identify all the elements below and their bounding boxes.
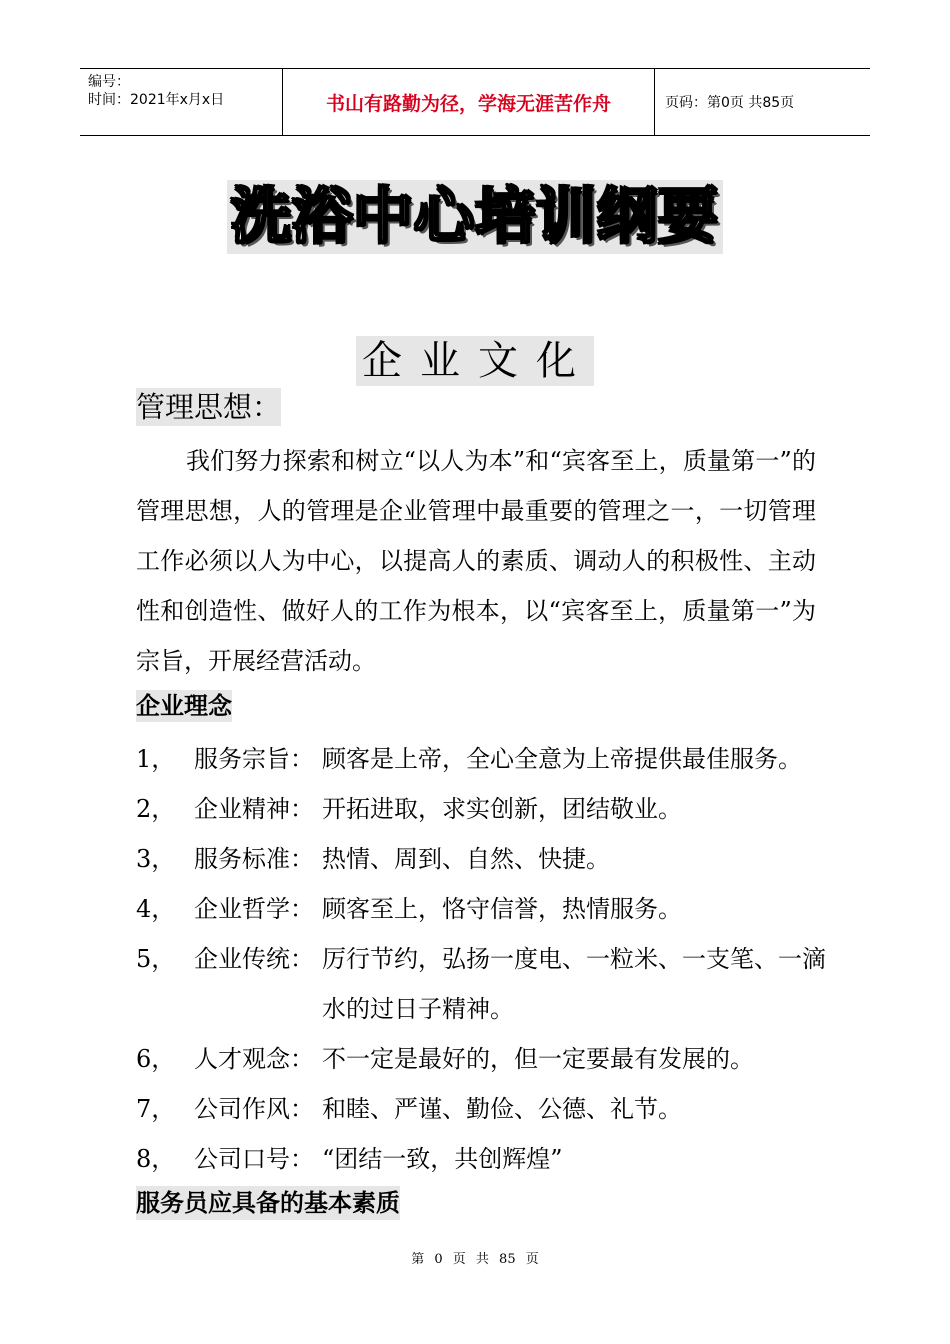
staff-qualities-heading: 服务员应具备的基本素质 bbox=[136, 1186, 400, 1220]
page-footer: 第 0 页 共 85 页 bbox=[411, 1252, 539, 1267]
item-number: 7， bbox=[136, 1095, 176, 1123]
item-number: 3， bbox=[136, 845, 176, 873]
philosophy-list bbox=[136, 734, 836, 1184]
section-title: 企业文化 bbox=[356, 336, 594, 386]
item-key: 服务标准： bbox=[194, 845, 314, 873]
list-item bbox=[136, 884, 836, 934]
management-heading: 管理思想： bbox=[136, 390, 282, 424]
item-value: “团结一致，共创辉煌” bbox=[322, 1145, 563, 1173]
item-value: 热情、周到、自然、快捷。 bbox=[322, 845, 610, 873]
item-key: 企业传统： bbox=[194, 945, 314, 973]
header-page-info: 页码：第0页 共85页 bbox=[665, 95, 795, 111]
item-value: 开拓进取，求实创新，团结敬业。 bbox=[322, 795, 682, 823]
item-value: 和睦、严谨、勤俭、公德、礼节。 bbox=[322, 1095, 682, 1123]
list-item bbox=[136, 1134, 836, 1184]
item-number: 1， bbox=[136, 745, 176, 773]
item-value: 不一定是最好的，但一定要最有发展的。 bbox=[322, 1045, 754, 1073]
item-value: 顾客是上帝，全心全意为上帝提供最佳服务。 bbox=[322, 745, 802, 773]
list-item bbox=[136, 1034, 836, 1084]
item-number: 6， bbox=[136, 1045, 176, 1073]
page-header bbox=[80, 68, 870, 136]
philosophy-heading: 企业理念 bbox=[136, 692, 232, 720]
list-item bbox=[136, 934, 836, 1034]
list-item bbox=[136, 784, 836, 834]
item-number: 4， bbox=[136, 895, 176, 923]
management-paragraph: 我们努力探索和树立“以人为本”和“宾客至上，质量第一”的管理思想，人的管理是企业管理中最重要的管理之一，一切管理工作必须以人为中心，以提高人的素质、调动人的积极性、主动性和创造性、做好人的工作为根本，以“宾客至上，质量第一”为宗旨，开展经营活动。 bbox=[136, 447, 816, 675]
item-value: 厉行节约，弘扬一度电、一粒米、一支笔、一滴水的过日子精神。 bbox=[322, 945, 826, 1023]
section-title-wrap bbox=[0, 336, 950, 386]
item-value: 顾客至上，恪守信誉，热情服务。 bbox=[322, 895, 682, 923]
document-title: 洗浴中心培训纲要 bbox=[227, 180, 723, 254]
item-number: 2， bbox=[136, 795, 176, 823]
header-motto-cell bbox=[282, 69, 655, 135]
list-item bbox=[136, 834, 836, 884]
document-title-wrap bbox=[0, 180, 950, 254]
item-key: 人才观念： bbox=[194, 1045, 314, 1073]
header-meta bbox=[80, 69, 282, 135]
item-key: 服务宗旨： bbox=[194, 745, 314, 773]
item-key: 公司口号： bbox=[194, 1145, 314, 1173]
item-key: 企业精神： bbox=[194, 795, 314, 823]
time-label: 时间：2021年x月x日 bbox=[88, 92, 225, 108]
item-number: 5， bbox=[136, 945, 176, 973]
list-item bbox=[136, 734, 836, 784]
header-motto: 书山有路勤为径，学海无涯苦作舟 bbox=[325, 92, 611, 115]
number-label: 编号： bbox=[88, 74, 130, 90]
list-item bbox=[136, 1084, 836, 1134]
item-key: 公司作风： bbox=[194, 1095, 314, 1123]
item-key: 企业哲学： bbox=[194, 895, 314, 923]
item-number: 8， bbox=[136, 1145, 176, 1173]
